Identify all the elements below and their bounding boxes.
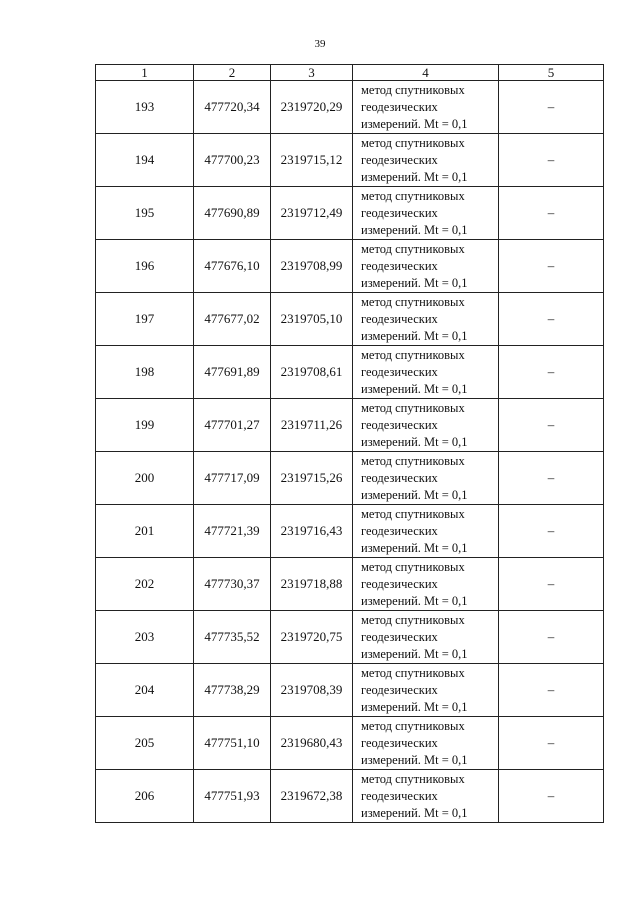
note-cell: – xyxy=(499,558,604,611)
table-row xyxy=(96,452,604,505)
note-cell: – xyxy=(499,399,604,452)
x-coordinate-cell: 477676,10 xyxy=(194,240,271,293)
table-row xyxy=(96,134,604,187)
note-cell: – xyxy=(499,505,604,558)
x-coordinate-cell: 477677,02 xyxy=(194,293,271,346)
table-row xyxy=(96,717,604,770)
table-row xyxy=(96,611,604,664)
column-header-1: 1 xyxy=(96,65,194,81)
table-row xyxy=(96,346,604,399)
table-row xyxy=(96,770,604,823)
table-row xyxy=(96,81,604,134)
y-coordinate-cell: 2319716,43 xyxy=(271,505,353,558)
column-header-5: 5 xyxy=(499,65,604,81)
y-coordinate-cell: 2319705,10 xyxy=(271,293,353,346)
point-number-cell: 199 xyxy=(96,399,194,452)
point-number-cell: 201 xyxy=(96,505,194,558)
table-header-row xyxy=(96,65,604,81)
note-cell: – xyxy=(499,717,604,770)
y-coordinate-cell: 2319715,26 xyxy=(271,452,353,505)
method-cell: метод спутниковых геодезических измерений. Mt = 0,1 xyxy=(353,770,499,823)
point-number-cell: 193 xyxy=(96,81,194,134)
coordinates-table xyxy=(95,64,604,823)
point-number-cell: 204 xyxy=(96,664,194,717)
point-number-cell: 197 xyxy=(96,293,194,346)
table-row xyxy=(96,293,604,346)
y-coordinate-cell: 2319712,49 xyxy=(271,187,353,240)
method-cell: метод спутниковых геодезических измерений. Mt = 0,1 xyxy=(353,664,499,717)
y-coordinate-cell: 2319672,38 xyxy=(271,770,353,823)
y-coordinate-cell: 2319720,29 xyxy=(271,81,353,134)
page-number: 39 xyxy=(314,38,326,50)
method-cell: метод спутниковых геодезических измерений. Mt = 0,1 xyxy=(353,558,499,611)
table-row xyxy=(96,187,604,240)
method-cell: метод спутниковых геодезических измерений. Mt = 0,1 xyxy=(353,293,499,346)
y-coordinate-cell: 2319711,26 xyxy=(271,399,353,452)
x-coordinate-cell: 477751,93 xyxy=(194,770,271,823)
point-number-cell: 195 xyxy=(96,187,194,240)
point-number-cell: 203 xyxy=(96,611,194,664)
y-coordinate-cell: 2319715,12 xyxy=(271,134,353,187)
method-cell: метод спутниковых геодезических измерений. Mt = 0,1 xyxy=(353,346,499,399)
method-cell: метод спутниковых геодезических измерений. Mt = 0,1 xyxy=(353,187,499,240)
point-number-cell: 206 xyxy=(96,770,194,823)
y-coordinate-cell: 2319680,43 xyxy=(271,717,353,770)
x-coordinate-cell: 477690,89 xyxy=(194,187,271,240)
x-coordinate-cell: 477701,27 xyxy=(194,399,271,452)
note-cell: – xyxy=(499,452,604,505)
table-row xyxy=(96,505,604,558)
method-cell: метод спутниковых геодезических измерений. Mt = 0,1 xyxy=(353,81,499,134)
x-coordinate-cell: 477691,89 xyxy=(194,346,271,399)
method-cell: метод спутниковых геодезических измерений. Mt = 0,1 xyxy=(353,452,499,505)
note-cell: – xyxy=(499,293,604,346)
x-coordinate-cell: 477721,39 xyxy=(194,505,271,558)
x-coordinate-cell: 477735,52 xyxy=(194,611,271,664)
table-body xyxy=(96,81,604,823)
note-cell: – xyxy=(499,611,604,664)
x-coordinate-cell: 477700,23 xyxy=(194,134,271,187)
note-cell: – xyxy=(499,770,604,823)
y-coordinate-cell: 2319720,75 xyxy=(271,611,353,664)
table-row xyxy=(96,399,604,452)
table-row xyxy=(96,558,604,611)
x-coordinate-cell: 477717,09 xyxy=(194,452,271,505)
method-cell: метод спутниковых геодезических измерений. Mt = 0,1 xyxy=(353,611,499,664)
note-cell: – xyxy=(499,134,604,187)
method-cell: метод спутниковых геодезических измерений. Mt = 0,1 xyxy=(353,134,499,187)
column-header-4: 4 xyxy=(353,65,499,81)
method-cell: метод спутниковых геодезических измерений. Mt = 0,1 xyxy=(353,240,499,293)
method-cell: метод спутниковых геодезических измерений. Mt = 0,1 xyxy=(353,505,499,558)
y-coordinate-cell: 2319708,39 xyxy=(271,664,353,717)
table-row xyxy=(96,664,604,717)
x-coordinate-cell: 477730,37 xyxy=(194,558,271,611)
point-number-cell: 198 xyxy=(96,346,194,399)
y-coordinate-cell: 2319718,88 xyxy=(271,558,353,611)
x-coordinate-cell: 477751,10 xyxy=(194,717,271,770)
y-coordinate-cell: 2319708,61 xyxy=(271,346,353,399)
note-cell: – xyxy=(499,346,604,399)
point-number-cell: 194 xyxy=(96,134,194,187)
point-number-cell: 200 xyxy=(96,452,194,505)
note-cell: – xyxy=(499,664,604,717)
note-cell: – xyxy=(499,187,604,240)
method-cell: метод спутниковых геодезических измерений. Mt = 0,1 xyxy=(353,399,499,452)
point-number-cell: 205 xyxy=(96,717,194,770)
point-number-cell: 202 xyxy=(96,558,194,611)
note-cell: – xyxy=(499,240,604,293)
column-header-3: 3 xyxy=(271,65,353,81)
column-header-2: 2 xyxy=(194,65,271,81)
table-row xyxy=(96,240,604,293)
x-coordinate-cell: 477738,29 xyxy=(194,664,271,717)
x-coordinate-cell: 477720,34 xyxy=(194,81,271,134)
note-cell: – xyxy=(499,81,604,134)
y-coordinate-cell: 2319708,99 xyxy=(271,240,353,293)
point-number-cell: 196 xyxy=(96,240,194,293)
method-cell: метод спутниковых геодезических измерений. Mt = 0,1 xyxy=(353,717,499,770)
